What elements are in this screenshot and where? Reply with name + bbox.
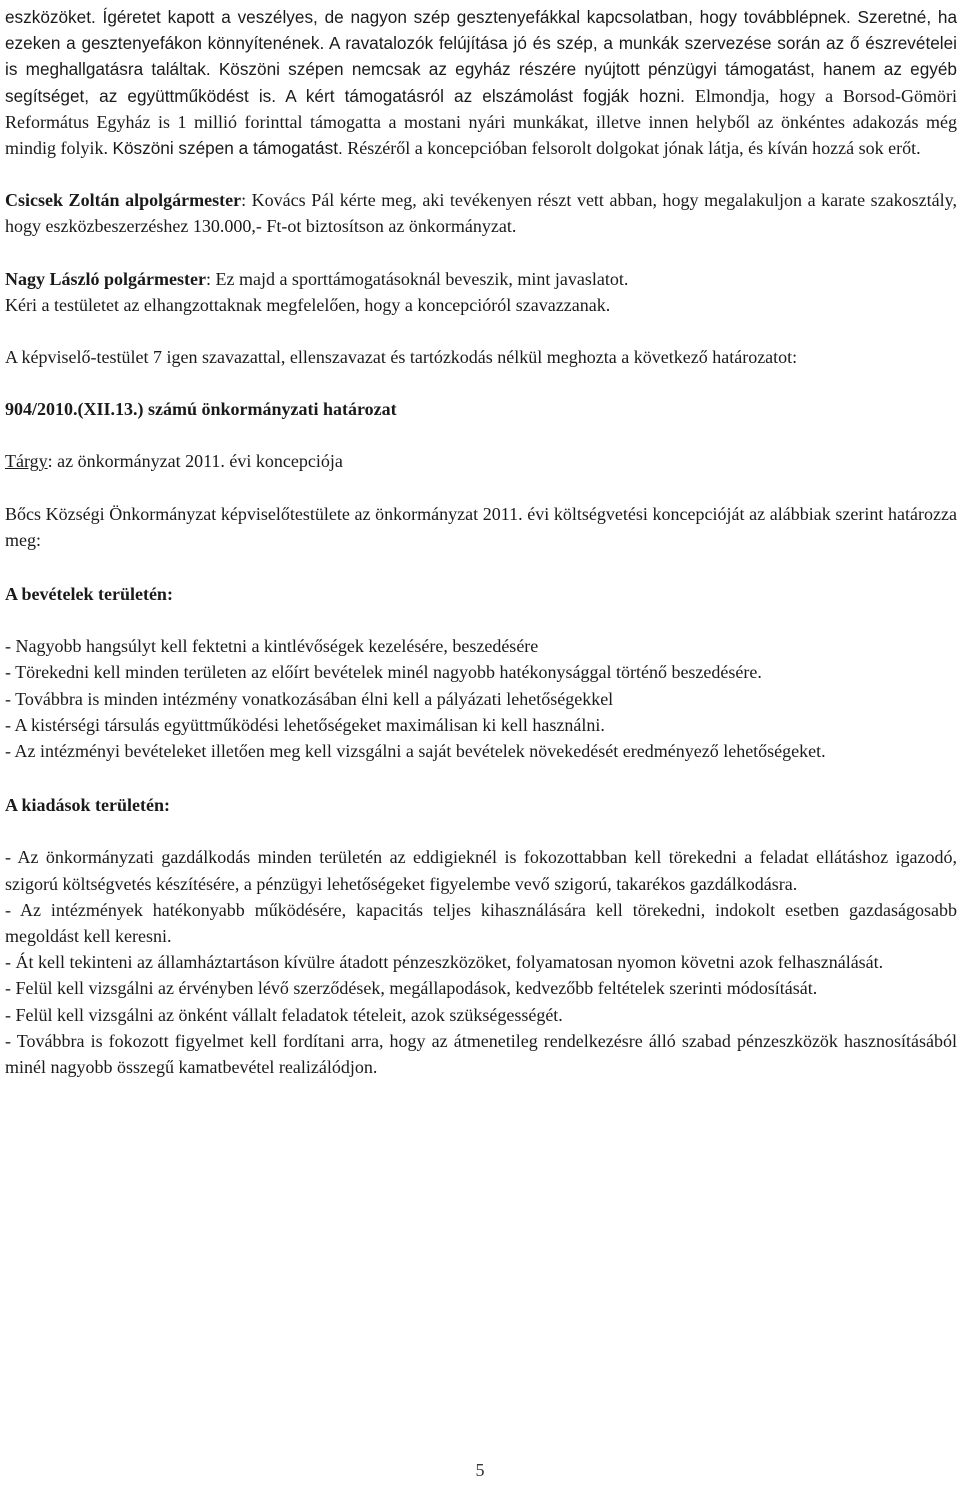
page-number: 5	[475, 1460, 485, 1480]
list-item: - Felül kell vizsgálni az érvényben lévő szerződések, megállapodások, kedvezőbb feltételek szerinti módosítását.	[5, 978, 818, 999]
subject-label: Tárgy	[5, 451, 48, 472]
paragraph-vote: A képviselő-testület 7 igen szavazattal, ellenszavazat és tartózkodás nélkül meghozta a következő határozatot:	[5, 347, 798, 368]
list-item: - Át kell tekinteni az államháztartáson kívülre átadott pénzeszközöket, folyamatosan nyomon követni azok felhasználását.	[5, 952, 884, 973]
text-run: Köszöni szépen a támogatást.	[112, 138, 343, 159]
list-item: - Továbbra is fokozott figyelmet kell fordítani arra, hogy az átmenetileg rendelkezésre álló szabad pénzeszközök hasznosításából minél nagyobb összegű kamatbevétel realizálódjon.	[5, 1030, 957, 1078]
document-page	[5, 4, 957, 1080]
paragraph-mayor	[5, 266, 957, 318]
expenses-heading: A kiadások területén:	[5, 795, 171, 816]
text-run: Elmondja, hogy a Borsod-Gömöri Református Egyház is 1 millió forinttal támogatta a mostani nyári munkákat, illetve innen helyből az önkéntes adakozás még mindig folyik.	[5, 85, 957, 159]
text-run: Kéri a testületet az elhangzottaknak megfelelően, hogy a koncepcióról szavazzanak.	[5, 294, 611, 315]
paragraph-church-statement	[5, 4, 957, 161]
text-run: : Ez majd a sporttámogatásoknál beveszik, mint javaslatot.	[205, 268, 629, 289]
list-item: - Felül kell vizsgálni az önként vállalt feladatok tételeit, azok szükségességét.	[5, 1004, 563, 1025]
text-run: Részéről a koncepcióban felsorolt dolgokat jónak látja, és kíván hozzá sok erőt.	[342, 138, 921, 159]
resolution-intro: Bőcs Községi Önkormányzat képviselőtestülete az önkormányzat 2011. évi költségvetési koncepcióját az alábbiak szerint határozza meg:	[5, 503, 957, 550]
speaker-name: Csicsek Zoltán alpolgármester	[5, 190, 242, 211]
list-item: - Továbbra is minden intézmény vonatkozásában élni kell a pályázati lehetőségekkel	[5, 688, 614, 709]
resolution-subject	[5, 448, 957, 474]
resolution-title-text: 904/2010.(XII.13.) számú önkormányzati határozat	[5, 399, 397, 420]
speaker-name: Nagy László polgármester	[5, 268, 206, 289]
list-item: - A kistérségi társulás együttműködési lehetőségeket maximálisan ki kell használni.	[5, 714, 605, 735]
revenue-heading: A bevételek területén:	[5, 584, 173, 605]
list-item: - Nagyobb hangsúlyt kell fektetni a kintlévőségek kezelésére, beszedésére	[5, 636, 539, 657]
list-item: - Törekedni kell minden területen az előírt bevételek minél nagyobb hatékonysággal történő beszedésére.	[5, 662, 762, 683]
text-run: eszközöket. Ígéretet kapott a veszélyes, de nagyon szép gesztenyefákkal kapcsolatban, hogy továbblépnek. Szeretné, ha ezeken a gesztenyefákon könnyítenének. A ravatalozók felújítása jó és szép, a munkák szervezése során az ő észrevételei is meghallgatásra találtak.	[5, 7, 957, 80]
list-item: - Az önkormányzati gazdálkodás minden területén az eddigieknél is fokozottabban kell törekedni a feladat ellátáshoz igazodó, szigorú költségvetés készítésére, a pénzügyi lehetőségeket figyelembe vevő szigorú, takarékos gazdálkodásra.	[5, 847, 957, 894]
expenses-list	[5, 844, 957, 1080]
text-run: Köszöni szépen nemcsak az egyház részére nyújtott pénzügyi támogatást, hanem az egyéb segítséget, az együttműködést is. A kért támogatásról az elszámolást fogják hozni.	[5, 59, 957, 106]
paragraph-deputy-mayor	[5, 187, 957, 239]
text-run: : Kovács Pál kérte meg, aki tevékenyen részt vett abban, hogy megalakuljon a karate szakosztály, hogy eszközbeszerzéshez 130.000,- Ft-ot biztosítson az önkormányzat.	[5, 190, 957, 237]
resolution-title	[5, 396, 957, 422]
subject-text: : az önkormányzat 2011. évi koncepciója	[47, 451, 343, 472]
revenue-list	[5, 633, 957, 764]
list-item: - Az intézmények hatékonyabb működésére, kapacitás teljes kihasználására kell törekedni, indokolt esetben gazdaságosabb megoldást kell keresni.	[5, 899, 957, 947]
list-item: - Az intézményi bevételeket illetően meg kell vizsgálni a saját bevételek növekedését eredményező lehetőségeket.	[5, 741, 826, 762]
